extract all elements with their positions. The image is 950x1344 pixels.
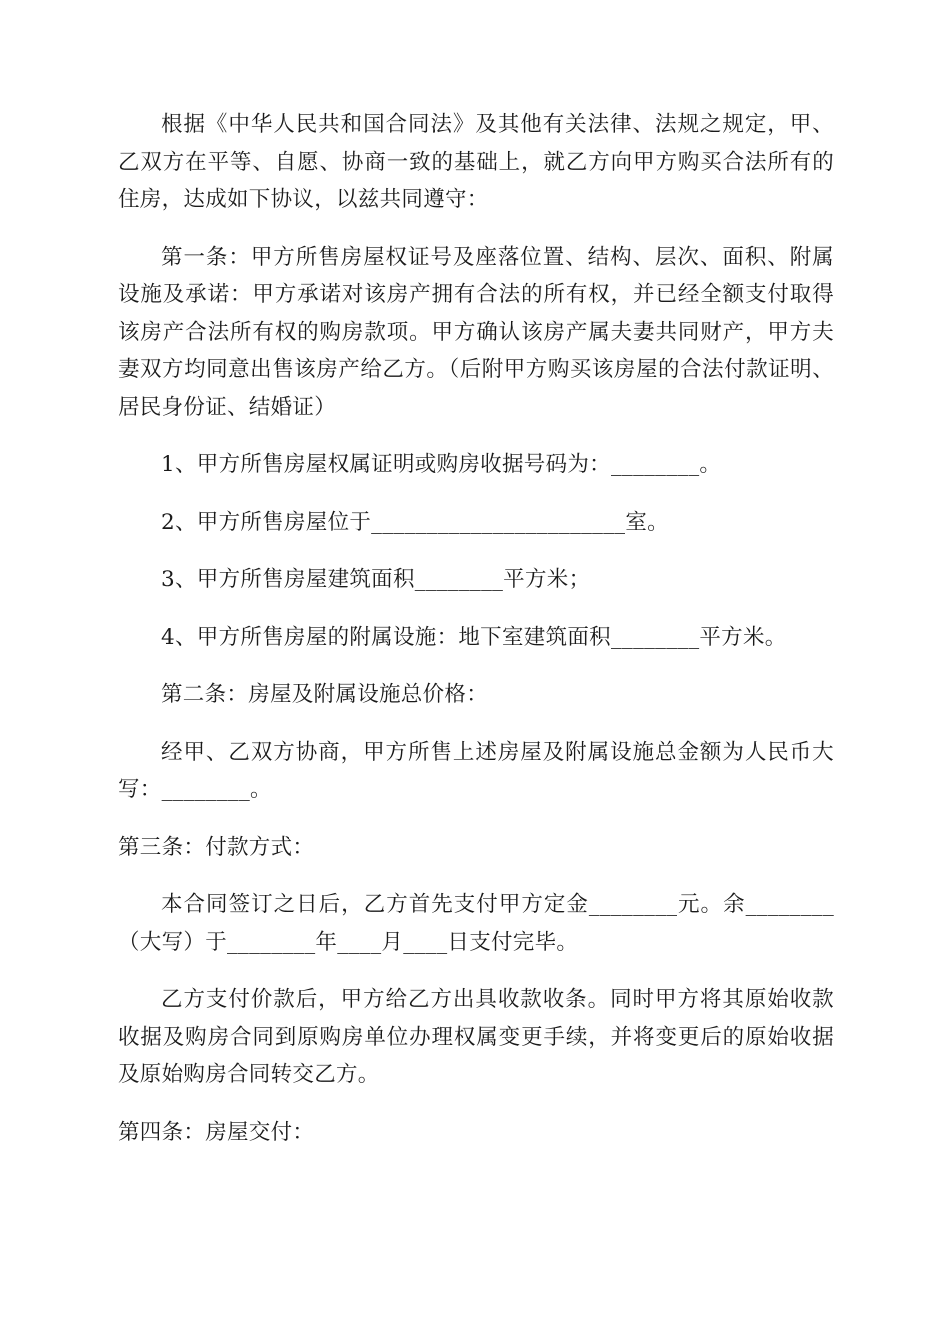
article-1-paragraph: 第一条：甲方所售房屋权证号及座落位置、结构、层次、面积、附属设施及承诺：甲方承诺对该房产拥有合法的所有权，并已经全额支付取得该房产合法所有权的购房款项。甲方确认该房产属夫妻共同财产，甲方夫妻双方均同意出售该房产给乙方。（后附甲方购买该房屋的合法付款证明、居民身份证、结婚证） — [118, 244, 834, 420]
item-1-paragraph: 1、甲方所售房屋权属证明或购房收据号码为：________。 — [161, 452, 722, 477]
item-3-paragraph: 3、甲方所售房屋建筑面积________平方米； — [161, 567, 591, 592]
article-3-body-1: 本合同签订之日后，乙方首先支付甲方定金________元。余________（大写）于________年____月____日支付完毕。 — [118, 892, 834, 955]
item-2-paragraph: 2、甲方所售房屋位于_______________________室。 — [161, 509, 669, 535]
contract-page — [118, 106, 834, 1171]
article-2-heading: 第二条：房屋及附属设施总价格： — [161, 682, 489, 707]
item-4-paragraph: 4、甲方所售房屋的附属设施：地下室建筑面积________平方米。 — [161, 624, 787, 650]
intro-paragraph: 根据《中华人民共和国合同法》及其他有关法律、法规之规定，甲、乙双方在平等、自愿、协商一致的基础上，就乙方向甲方购买合法所有的住房，达成如下协议，以兹共同遵守： — [118, 112, 834, 212]
article-4-heading: 第四条：房屋交付： — [118, 1119, 315, 1145]
article-3-body-2: 乙方支付价款后，甲方给乙方出具收款收条。同时甲方将其原始收款收据及购房合同到原购房单位办理权属变更手续，并将变更后的原始收据及原始购房合同转交乙方。 — [118, 987, 834, 1087]
article-3-heading: 第三条：付款方式： — [118, 834, 315, 860]
article-2-body: 经甲、乙双方协商，甲方所售上述房屋及附属设施总金额为人民币大写：________。 — [118, 739, 834, 802]
